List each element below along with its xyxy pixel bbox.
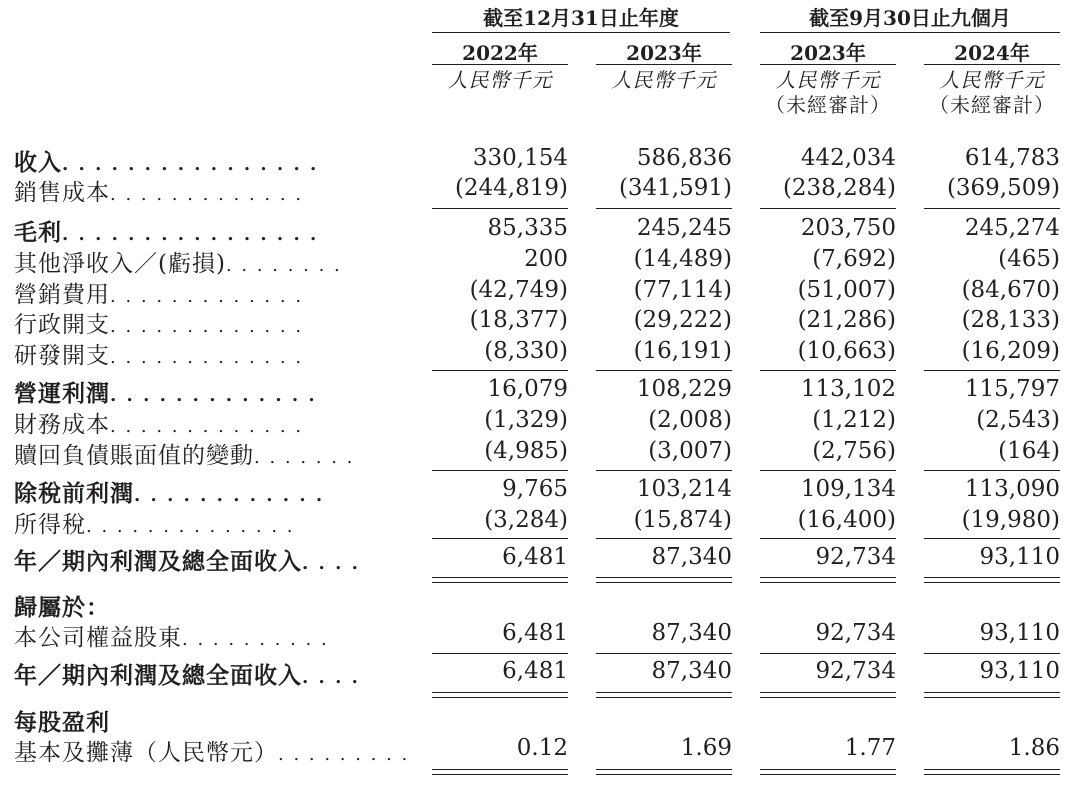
cell-value: (7,692)	[812, 246, 896, 272]
cell-value: (16,400)	[797, 507, 896, 533]
double-rule	[760, 582, 896, 583]
row-label-profit-total-comprehensive: 年／期內利潤及總全面收入. . . .	[14, 662, 360, 689]
cell-value: 108,229	[636, 376, 732, 402]
subtotal-rule	[924, 538, 1060, 539]
subtotal-rule	[596, 538, 732, 539]
cell-value: 245,245	[636, 215, 732, 241]
cell-value: (2,756)	[812, 438, 896, 464]
cell-value: 1.77	[844, 735, 896, 761]
cell-value: (1,329)	[484, 407, 568, 433]
cell-value: 115,797	[964, 376, 1060, 402]
row-label-rnd-expenses: 研發開支. . . . . . . . . . . . .	[14, 343, 304, 369]
cell-value: 245,274	[964, 215, 1060, 241]
cell-value: 330,154	[472, 145, 568, 171]
cell-value: 92,734	[815, 620, 896, 646]
double-rule	[760, 577, 896, 578]
row-label-finance-costs: 財務成本. . . . . . . . . . . . .	[14, 412, 304, 438]
cell-value: 93,110	[979, 658, 1060, 684]
cell-value: 92,734	[815, 658, 896, 684]
header-group-rule	[760, 32, 1060, 33]
cell-value: (2,543)	[976, 407, 1060, 433]
cell-value: (16,191)	[633, 338, 732, 364]
cell-value: (21,286)	[797, 307, 896, 333]
cell-value: (341,591)	[618, 175, 732, 201]
cell-value: 6,481	[502, 544, 568, 570]
subtotal-rule	[760, 470, 896, 471]
subtotal-rule	[760, 370, 896, 371]
cell-value: (10,663)	[797, 338, 896, 364]
row-label-operating-profit: 營運利潤. . . . . . . . . . . . .	[14, 380, 317, 407]
year-rule	[760, 64, 896, 65]
row-label-redemption-liability-change: 贖回負債賬面值的變動. . . . . . .	[14, 443, 355, 469]
cell-value: (19,980)	[961, 507, 1060, 533]
cell-value: (28,133)	[961, 307, 1060, 333]
cell-value: 92,734	[815, 544, 896, 570]
row-label-other-net-income: 其他淨收入／(虧損). . . . . . . .	[14, 251, 342, 277]
subtotal-rule	[924, 208, 1060, 209]
subtotal-rule	[432, 470, 568, 471]
header-group-rule	[432, 32, 730, 33]
subtotal-rule	[596, 653, 732, 654]
subtotal-rule	[596, 208, 732, 209]
cell-value: (2,008)	[648, 407, 732, 433]
column-unaudited-label: （未經審計）	[929, 93, 1055, 117]
double-rule	[924, 769, 1060, 770]
double-rule	[924, 577, 1060, 578]
double-rule	[760, 774, 896, 775]
cell-value: (15,874)	[633, 507, 732, 533]
row-label-equity-shareholders: 本公司權益股東. . . . . . . . . .	[14, 625, 329, 651]
cell-value: 109,134	[800, 476, 896, 502]
cell-value: 103,214	[636, 476, 732, 502]
year-rule	[596, 64, 732, 65]
cell-value: 203,750	[800, 215, 896, 241]
cell-value: 1.69	[680, 735, 732, 761]
subtotal-rule	[432, 208, 568, 209]
double-rule	[596, 577, 732, 578]
double-rule	[432, 577, 568, 578]
cell-value: 93,110	[979, 544, 1060, 570]
cell-value: 87,340	[651, 658, 732, 684]
cell-value: (4,985)	[484, 438, 568, 464]
row-label-revenue: 收入. . . . . . . . . . . . . . . .	[14, 149, 319, 176]
subtotal-rule	[596, 370, 732, 371]
column-currency-label: 人民幣千元	[447, 68, 553, 92]
double-rule	[596, 769, 732, 770]
cell-value: (18,377)	[469, 307, 568, 333]
column-year-header: 2023年	[790, 41, 866, 65]
double-rule	[596, 697, 732, 698]
cell-value: (3,284)	[484, 507, 568, 533]
double-rule	[924, 692, 1060, 693]
subtotal-rule	[924, 653, 1060, 654]
cell-value: (77,114)	[633, 277, 732, 303]
double-rule	[596, 774, 732, 775]
header-group-nine-months: 截至9月30日止九個月	[809, 6, 1011, 30]
cell-value: 93,110	[979, 620, 1060, 646]
subtotal-rule	[760, 208, 896, 209]
cell-value: (238,284)	[782, 175, 896, 201]
cell-value: (244,819)	[454, 175, 568, 201]
cell-value: (3,007)	[648, 438, 732, 464]
subtotal-rule	[760, 538, 896, 539]
cell-value: 113,102	[800, 376, 896, 402]
subtotal-rule	[432, 653, 568, 654]
cell-value: 6,481	[502, 620, 568, 646]
double-rule	[760, 769, 896, 770]
double-rule	[596, 582, 732, 583]
cell-value: (465)	[998, 246, 1060, 272]
cell-value: (164)	[998, 438, 1060, 464]
double-rule	[924, 774, 1060, 775]
cell-value: 87,340	[651, 620, 732, 646]
row-label-gross-profit: 毛利. . . . . . . . . . . . . . . .	[14, 219, 319, 246]
row-label-income-tax: 所得稅. . . . . . . . . . . . . .	[14, 512, 295, 538]
double-rule	[432, 769, 568, 770]
row-label-cost-of-sales: 銷售成本. . . . . . . . . . . . .	[14, 180, 304, 206]
year-rule	[924, 64, 1060, 65]
row-label-profit-total-comprehensive: 年／期內利潤及總全面收入. . . .	[14, 548, 360, 575]
cell-value: (369,509)	[946, 175, 1060, 201]
double-rule	[432, 697, 568, 698]
row-label-earnings-per-share: 每股盈利	[14, 709, 110, 736]
cell-value: (1,212)	[812, 407, 896, 433]
cell-value: (84,670)	[961, 277, 1060, 303]
row-label-admin-expenses: 行政開支. . . . . . . . . . . . .	[14, 312, 304, 338]
column-year-header: 2024年	[954, 41, 1030, 65]
subtotal-rule	[924, 470, 1060, 471]
column-unaudited-label: （未經審計）	[765, 93, 891, 117]
column-year-header: 2022年	[462, 41, 538, 65]
cell-value: (16,209)	[961, 338, 1060, 364]
subtotal-rule	[760, 653, 896, 654]
row-label-profit-before-tax: 除稅前利潤. . . . . . . . . . . .	[14, 480, 325, 507]
year-rule	[432, 64, 568, 65]
column-currency-label: 人民幣千元	[939, 68, 1045, 92]
cell-value: (14,489)	[633, 246, 732, 272]
double-rule	[432, 774, 568, 775]
cell-value: 9,765	[502, 476, 568, 502]
subtotal-rule	[924, 370, 1060, 371]
cell-value: 85,335	[487, 215, 568, 241]
cell-value: 87,340	[651, 544, 732, 570]
cell-value: 16,079	[487, 376, 568, 402]
row-label-attributable-to: 歸屬於：	[14, 594, 110, 621]
column-currency-label: 人民幣千元	[775, 68, 881, 92]
cell-value: 6,481	[502, 658, 568, 684]
double-rule	[760, 692, 896, 693]
cell-value: 1.86	[1008, 735, 1060, 761]
row-label-basic-diluted: 基本及攤薄（人民幣元）. . . . . . . . .	[14, 740, 410, 766]
subtotal-rule	[596, 470, 732, 471]
column-year-header: 2023年	[626, 41, 702, 65]
cell-value: (42,749)	[469, 277, 568, 303]
double-rule	[760, 697, 896, 698]
double-rule	[432, 692, 568, 693]
cell-value: 200	[524, 246, 568, 272]
cell-value: 113,090	[964, 476, 1060, 502]
double-rule	[924, 697, 1060, 698]
column-currency-label: 人民幣千元	[611, 68, 717, 92]
cell-value: 0.12	[516, 735, 568, 761]
double-rule	[432, 582, 568, 583]
cell-value: 586,836	[636, 145, 732, 171]
cell-value: (8,330)	[484, 338, 568, 364]
double-rule	[924, 582, 1060, 583]
header-group-fiscal-year: 截至12月31日止年度	[483, 6, 679, 30]
cell-value: 614,783	[964, 145, 1060, 171]
cell-value: 442,034	[800, 145, 896, 171]
subtotal-rule	[432, 538, 568, 539]
cell-value: (51,007)	[797, 277, 896, 303]
cell-value: (29,222)	[633, 307, 732, 333]
double-rule	[596, 692, 732, 693]
subtotal-rule	[432, 370, 568, 371]
row-label-marketing-expenses: 營銷費用. . . . . . . . . . . . .	[14, 282, 304, 308]
